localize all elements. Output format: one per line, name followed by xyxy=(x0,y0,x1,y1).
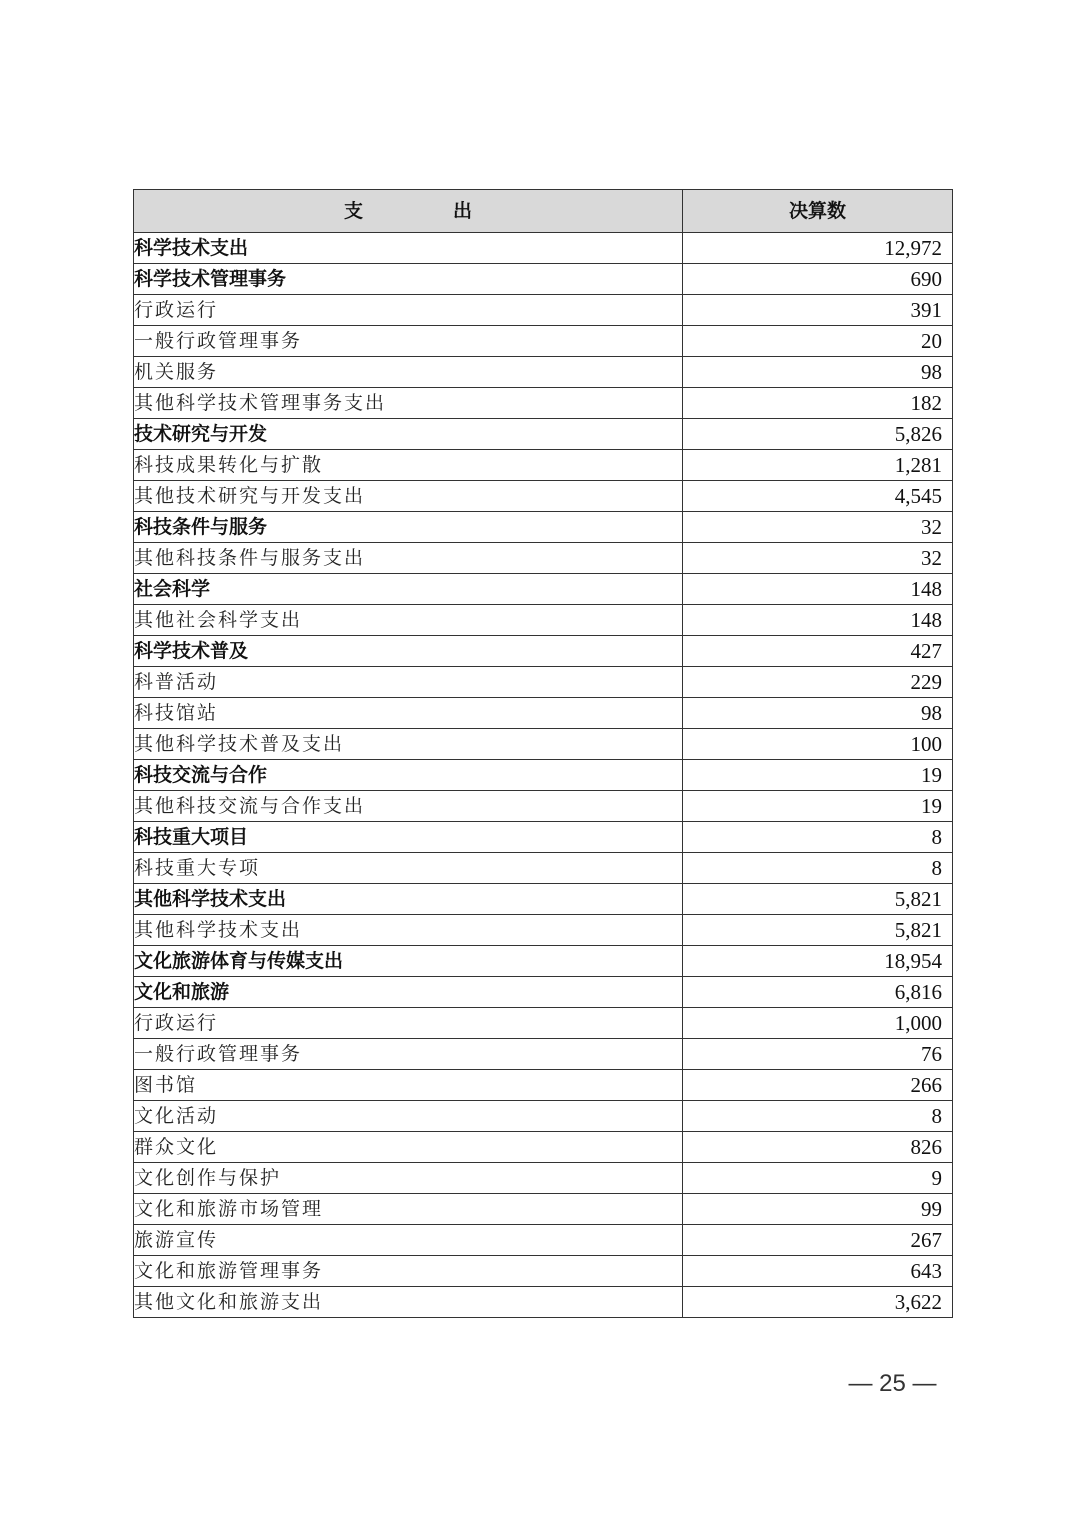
row-category-name: 科学技术管理事务 xyxy=(134,264,683,295)
row-amount: 98 xyxy=(683,357,953,388)
row-category-name: 文化旅游体育与传媒支出 xyxy=(134,946,683,977)
row-amount: 1,000 xyxy=(683,1008,953,1039)
table-row xyxy=(134,667,953,698)
table-row xyxy=(134,1194,953,1225)
table-row xyxy=(134,357,953,388)
row-category-name: 旅游宣传 xyxy=(134,1225,683,1256)
row-amount: 19 xyxy=(683,760,953,791)
row-category-name: 科普活动 xyxy=(134,667,683,698)
row-amount: 1,281 xyxy=(683,450,953,481)
row-category-name: 图书馆 xyxy=(134,1070,683,1101)
table-row xyxy=(134,1070,953,1101)
row-category-name: 行政运行 xyxy=(134,1008,683,1039)
table-row xyxy=(134,481,953,512)
table-row xyxy=(134,264,953,295)
row-category-name: 一般行政管理事务 xyxy=(134,326,683,357)
row-amount: 391 xyxy=(683,295,953,326)
row-amount: 229 xyxy=(683,667,953,698)
row-amount: 690 xyxy=(683,264,953,295)
row-amount: 5,826 xyxy=(683,419,953,450)
row-category-name: 科技重大项目 xyxy=(134,822,683,853)
table-row xyxy=(134,946,953,977)
row-amount: 4,545 xyxy=(683,481,953,512)
table-row xyxy=(134,512,953,543)
row-category-name: 其他科学技术支出 xyxy=(134,884,683,915)
row-amount: 20 xyxy=(683,326,953,357)
header-final-amount: 决算数 xyxy=(683,190,953,233)
row-amount: 100 xyxy=(683,729,953,760)
table-header-row xyxy=(134,190,953,233)
row-amount: 8 xyxy=(683,853,953,884)
row-category-name: 文化和旅游管理事务 xyxy=(134,1256,683,1287)
table-row xyxy=(134,1225,953,1256)
table-row xyxy=(134,791,953,822)
row-amount: 8 xyxy=(683,822,953,853)
table-row xyxy=(134,419,953,450)
row-category-name: 科技交流与合作 xyxy=(134,760,683,791)
row-amount: 32 xyxy=(683,512,953,543)
row-category-name: 科技成果转化与扩散 xyxy=(134,450,683,481)
page-number: — 25 — xyxy=(848,1370,937,1397)
row-category-name: 其他科技交流与合作支出 xyxy=(134,791,683,822)
row-amount: 18,954 xyxy=(683,946,953,977)
table-row xyxy=(134,543,953,574)
row-category-name: 一般行政管理事务 xyxy=(134,1039,683,1070)
row-amount: 148 xyxy=(683,605,953,636)
table-row xyxy=(134,1008,953,1039)
table-row xyxy=(134,853,953,884)
table-row xyxy=(134,1163,953,1194)
row-amount: 3,622 xyxy=(683,1287,953,1318)
row-amount: 5,821 xyxy=(683,884,953,915)
table-row xyxy=(134,1132,953,1163)
table-row xyxy=(134,1101,953,1132)
row-category-name: 其他科学技术普及支出 xyxy=(134,729,683,760)
row-category-name: 其他科学技术管理事务支出 xyxy=(134,388,683,419)
table-row xyxy=(134,1039,953,1070)
row-category-name: 其他科技条件与服务支出 xyxy=(134,543,683,574)
row-category-name: 其他技术研究与开发支出 xyxy=(134,481,683,512)
table-row xyxy=(134,1256,953,1287)
table-row xyxy=(134,574,953,605)
table-row xyxy=(134,450,953,481)
row-category-name: 科技条件与服务 xyxy=(134,512,683,543)
row-amount: 6,816 xyxy=(683,977,953,1008)
row-amount: 99 xyxy=(683,1194,953,1225)
header-expenditure: 支出 xyxy=(134,190,683,233)
table-row xyxy=(134,698,953,729)
row-category-name: 文化和旅游市场管理 xyxy=(134,1194,683,1225)
table-row xyxy=(134,884,953,915)
table-row xyxy=(134,233,953,264)
row-category-name: 其他社会科学支出 xyxy=(134,605,683,636)
expenditure-table xyxy=(133,189,953,1318)
row-amount: 826 xyxy=(683,1132,953,1163)
row-category-name: 科技重大专项 xyxy=(134,853,683,884)
row-category-name: 文化和旅游 xyxy=(134,977,683,1008)
row-amount: 427 xyxy=(683,636,953,667)
row-amount: 19 xyxy=(683,791,953,822)
table-row xyxy=(134,295,953,326)
row-category-name: 其他科学技术支出 xyxy=(134,915,683,946)
table-row xyxy=(134,326,953,357)
row-category-name: 社会科学 xyxy=(134,574,683,605)
row-category-name: 文化创作与保护 xyxy=(134,1163,683,1194)
table-row xyxy=(134,760,953,791)
row-amount: 266 xyxy=(683,1070,953,1101)
row-amount: 76 xyxy=(683,1039,953,1070)
row-category-name: 科学技术普及 xyxy=(134,636,683,667)
row-amount: 98 xyxy=(683,698,953,729)
table-row xyxy=(134,822,953,853)
row-amount: 32 xyxy=(683,543,953,574)
table-row xyxy=(134,915,953,946)
row-amount: 5,821 xyxy=(683,915,953,946)
row-amount: 9 xyxy=(683,1163,953,1194)
table-row xyxy=(134,729,953,760)
row-amount: 12,972 xyxy=(683,233,953,264)
row-amount: 8 xyxy=(683,1101,953,1132)
row-amount: 643 xyxy=(683,1256,953,1287)
row-amount: 148 xyxy=(683,574,953,605)
table-body xyxy=(134,233,953,1318)
row-category-name: 群众文化 xyxy=(134,1132,683,1163)
table-row xyxy=(134,1287,953,1318)
row-category-name: 文化活动 xyxy=(134,1101,683,1132)
table-row xyxy=(134,977,953,1008)
row-amount: 182 xyxy=(683,388,953,419)
row-amount: 267 xyxy=(683,1225,953,1256)
row-category-name: 行政运行 xyxy=(134,295,683,326)
table-row xyxy=(134,388,953,419)
row-category-name: 科技馆站 xyxy=(134,698,683,729)
row-category-name: 其他文化和旅游支出 xyxy=(134,1287,683,1318)
table-row xyxy=(134,636,953,667)
row-category-name: 机关服务 xyxy=(134,357,683,388)
row-category-name: 技术研究与开发 xyxy=(134,419,683,450)
row-category-name: 科学技术支出 xyxy=(134,233,683,264)
table-row xyxy=(134,605,953,636)
